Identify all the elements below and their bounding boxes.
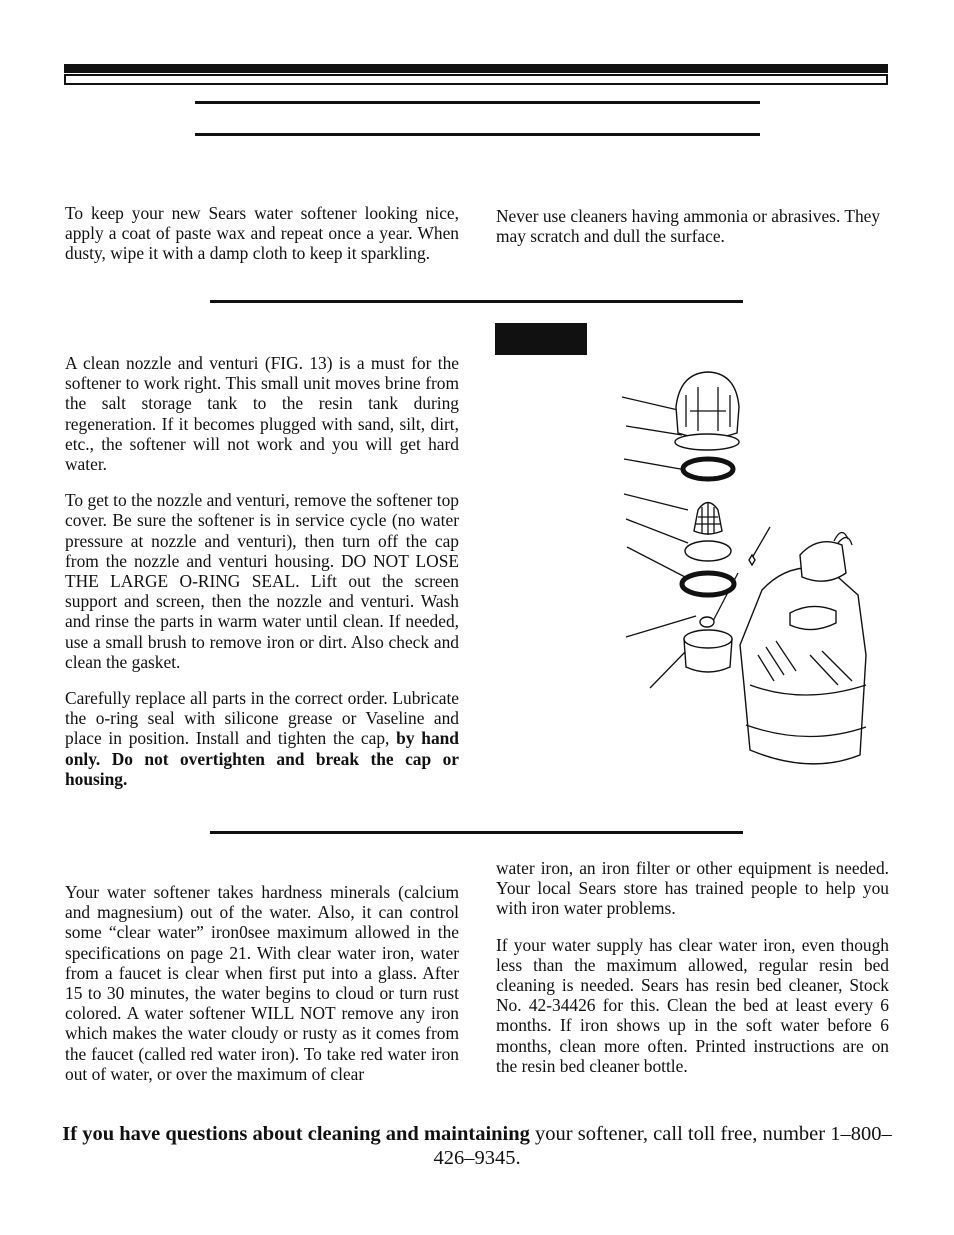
title-rule-top xyxy=(195,101,760,104)
leader-line-venturi xyxy=(627,547,687,578)
venturi-part xyxy=(682,573,734,595)
leader-line-screen-support xyxy=(624,459,686,470)
gasket-part xyxy=(700,617,714,627)
iron-section-rule xyxy=(210,831,743,834)
nozzle-paragraph-2: To get to the nozzle and venturi, remove the softener top cover. Be sure the softener is in service cycle (no water pressure at nozzle and venturi), then turn off the cap from the nozzle and venturi housing. DO NOT LOSE THE LARGE O-RING SEAL. Lift out the screen support and screen, then the nozzle and venturi. Wash and rinse the parts in warm water until clean. If needed, use a small brush to remove iron or dirt. Also check and clean the gasket. xyxy=(65,490,459,672)
iron-right-column xyxy=(496,858,889,1076)
nozzle-text-column xyxy=(65,353,459,789)
iron-left-column xyxy=(65,882,459,1084)
footer-bold-text: If you have questions about cleaning and maintaining xyxy=(62,1123,530,1145)
nozzle-paragraph-3 xyxy=(65,688,459,789)
care-warning-paragraph: Never use cleaners having ammonia or abrasives. They may scratch and dull the surface. xyxy=(496,206,881,247)
leader-line-nozzle xyxy=(626,519,688,543)
nozzle-paragraph-1: A clean nozzle and venturi (FIG. 13) is a must for the softener to work right. This small unit moves brine from the salt storage tank to the resin tank during regeneration. If it becomes plugged with sand, silt, dirt, etc., the softener will not work and you will get hard water. xyxy=(65,353,459,475)
care-right-column xyxy=(496,206,889,246)
leader-line-cap xyxy=(622,397,678,410)
valve-body xyxy=(740,568,866,764)
leader-line-oring xyxy=(626,426,682,435)
leader-line-housing xyxy=(650,651,686,688)
nozzle-paragraph-3-bold: by hand only. Do not overtighten and break the cap or housing. xyxy=(65,728,459,789)
care-paragraph: To keep your new Sears water softener looking nice, apply a coat of paste wax and repeat once a year. When dusty, wipe it with a damp cloth to keep it sparkling. xyxy=(65,203,459,264)
flow-plug-part xyxy=(749,555,755,565)
figure-label-box xyxy=(495,323,587,355)
iron-paragraph-right-2: If your water supply has clear water iron, even though less than the maximum allowed, regular resin bed cleaning is needed. Sears has resin bed cleaner, Stock No. 42-34426 for this. Clean the bed at least every 6 months. If iron shows up in the soft water before 6 months, clean more often. Printed instructions are on the resin bed cleaner bottle. xyxy=(496,934,889,1076)
o-ring-part xyxy=(675,434,739,450)
footer-contact xyxy=(60,1122,894,1170)
care-left-column xyxy=(65,203,459,264)
title-rule-bottom xyxy=(195,133,760,136)
iron-paragraph-left: Your water softener takes hardness minerals (calcium and magnesium) out of the water. Also, it can control some “clear water” iron0see maximum allowed in the specifications on page 21. With clear water iron, water from a faucet is clear when first put into a glass. After 15 to 30 minutes, the water begins to cloud or turn rust colored. A water softener WILL NOT remove any iron which makes the water cloudy or rusty as it comes from the faucet (called red water iron). To take red water iron out of water, or over the maximum of clear xyxy=(65,882,459,1084)
footer-text: your softener, call toll free, number 1–800–426–9345. xyxy=(433,1123,892,1169)
nozzle-venturi-diagram xyxy=(590,355,880,795)
nozzle-section-rule xyxy=(210,300,743,303)
motor-part xyxy=(800,542,846,582)
leader-line-flow-plug xyxy=(752,527,770,558)
header-thick-bar xyxy=(64,64,888,73)
screen-support-part xyxy=(683,459,733,479)
iron-paragraph-right-1: water iron, an iron filter or other equipment is needed. Your local Sears store has trained people to help you with iron water problems. xyxy=(496,858,889,919)
leader-line-screen xyxy=(624,494,688,510)
leader-line-gasket xyxy=(626,616,696,637)
nozzle-part xyxy=(685,541,731,561)
nozzle-paragraph-3-text: Carefully replace all parts in the correct order. Lubricate the o-ring seal with silicone grease or Vaseline and place in position. Install and tighten the cap, xyxy=(65,688,459,749)
header-frame-bar xyxy=(64,74,888,85)
